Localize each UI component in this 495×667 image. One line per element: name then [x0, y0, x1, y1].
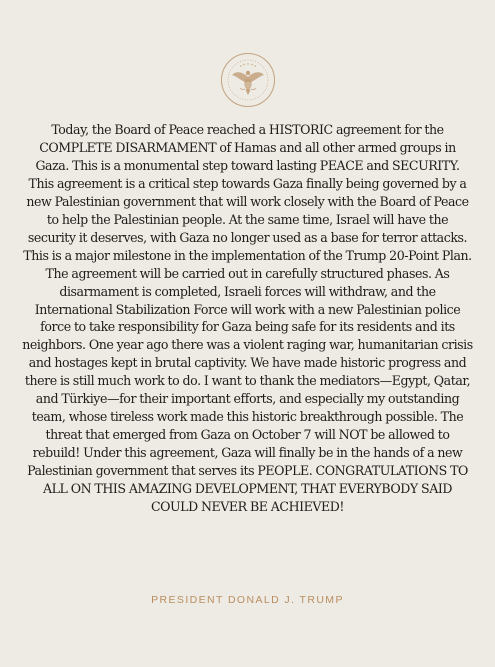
signature: PRESIDENT DONALD J. TRUMP: [151, 594, 344, 606]
presidential-seal-icon: [220, 52, 276, 108]
statement-body: Today, the Board of Peace reached a HISTORIC agreement for the COMPLETE DISARMAMENT of Hamas and all other armed groups in Gaza. This is a monumental step toward lasting PEACE and SECURITY. This agreement is a critical step towards Gaza finally being governed by a new Palestinian government that will work closely with the Board of Peace to help the Palestinian people. At the same time, Israel will have the security it deserves, with Gaza no longer used as a base for terror attacks. This is a major milestone in the implementation of the Trump 20-Point Plan. The agreement will be carried out in carefully structured phases. As disarmament is completed, Israeli forces will withdraw, and the International Stabilization Force will work with a new Palestinian police force to take responsibility for Gaza being safe for its residents and its neighbors. One year ago there was a violent raging war, humanitarian crisis and hostages kept in brutal captivity. We have made historic progress and there is still much work to do. I want to thank the mediators—Egypt, Qatar, and Türkiye—for their important efforts, and especially my outstanding team, whose tireless work made this historic breakthrough possible. The threat that emerged from Gaza on October 7 will NOT be allowed to rebuild! Under this agreement, Gaza will finally be in the hands of a new Palestinian government that serves its PEOPLE. CONGRATULATIONS TO ALL ON THIS AMAZING DEVELOPMENT, THAT EVERYBODY SAID COULD NEVER BE ACHIEVED!: [22, 122, 473, 515]
